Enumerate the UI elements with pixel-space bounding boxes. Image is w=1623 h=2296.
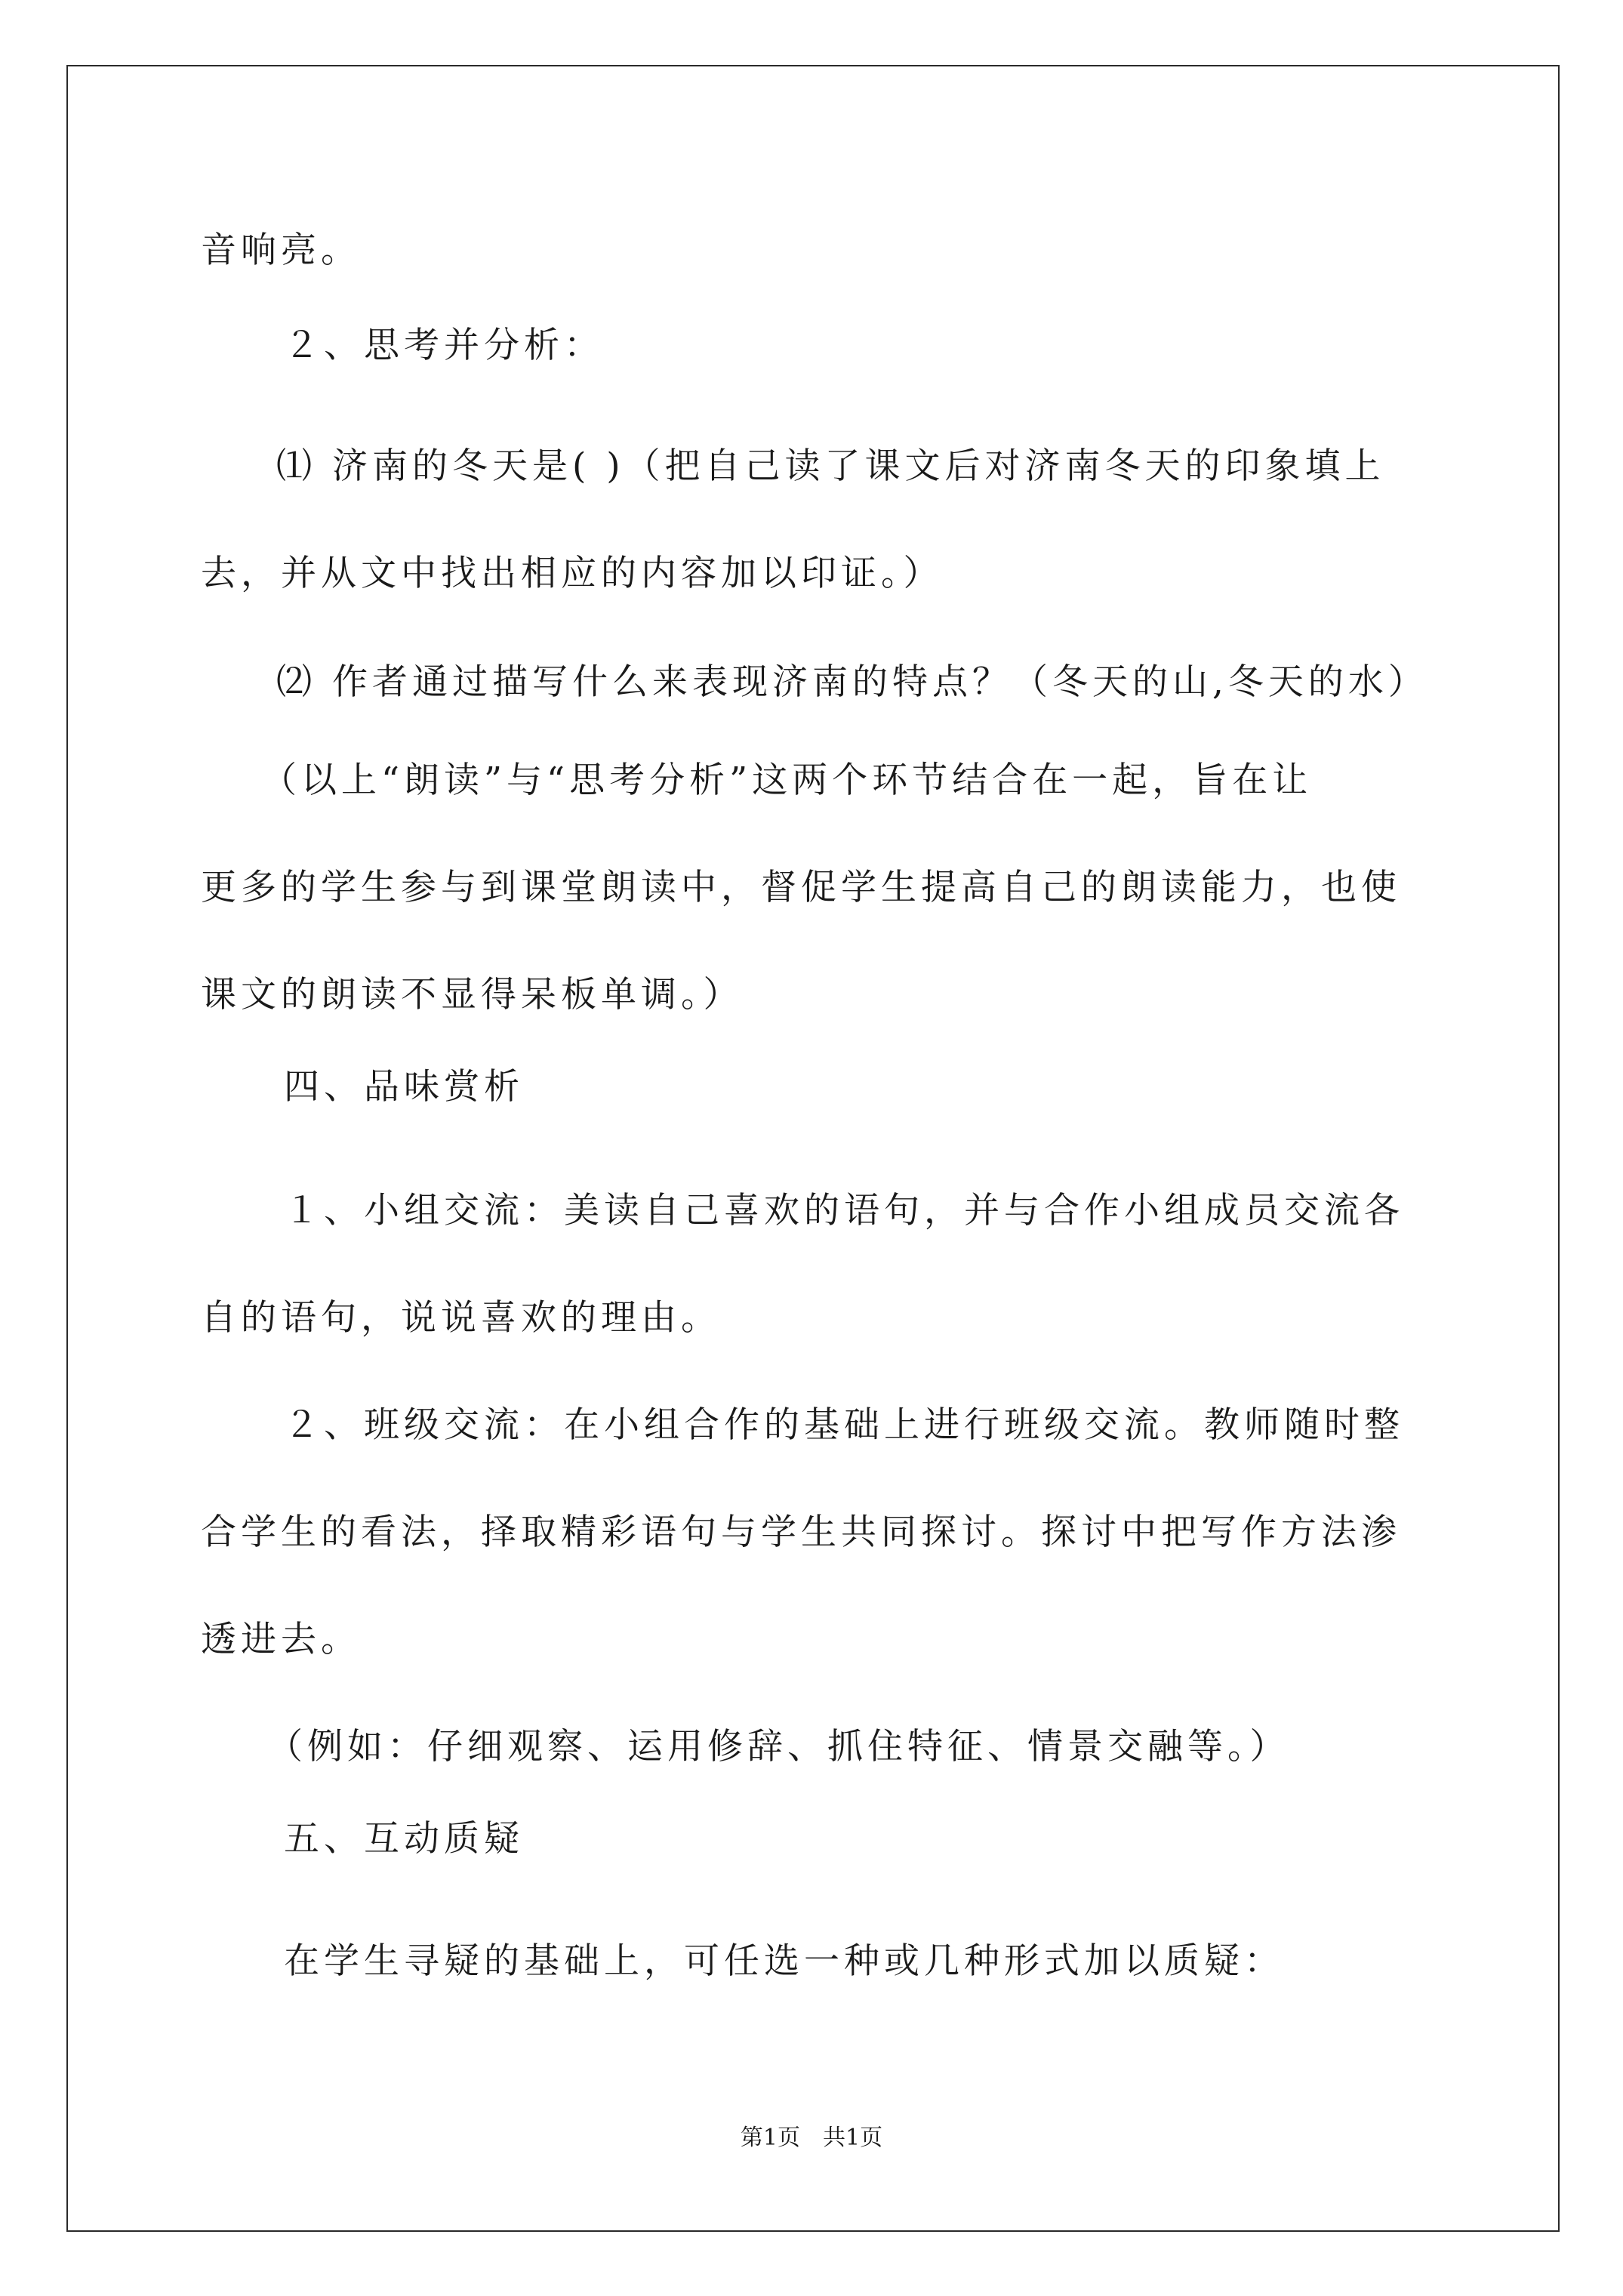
paragraph-line: 透进去。 [201, 1619, 361, 1660]
page-border [66, 65, 1560, 2232]
paragraph-line: １、小组交流：美读自己喜欢的语句，并与合作小组成员交流各 [284, 1190, 1404, 1231]
paragraph-line: 更多的学生参与到课堂朗读中，督促学生提高自己的朗读能力，也使 [201, 867, 1401, 908]
paragraph-line: 音响亮。 [201, 230, 361, 271]
paragraph-line: 合学生的看法，择取精彩语句与学生共同探讨。探讨中把写作方法渗 [201, 1512, 1401, 1553]
paragraph-line: ⑵ 作者通过描写什么来表现济南的特点？（冬天的山,冬天的水） [276, 661, 1428, 703]
paragraph-line: 去，并从文中找出相应的内容加以印证。） [201, 553, 944, 594]
paragraph-line: （例如：仔细观察、运用修辞、抓住特征、情景交融等。） [267, 1726, 1290, 1767]
paragraph-line: 自的语句，说说喜欢的理由。 [201, 1297, 721, 1339]
paragraph-line: ２、班级交流：在小组合作的基础上进行班级交流。教师随时整 [284, 1404, 1404, 1446]
paragraph-line: （以上“朗读”与“思考分析”这两个环节结合在一起，旨在让 [261, 760, 1313, 801]
paragraph-line: ⑴ 济南的冬天是( )（把自己读了课文后对济南冬天的印象填上 [276, 445, 1385, 487]
paragraph-line: 课文的朗读不显得呆板单调。） [201, 974, 744, 1015]
paragraph-line: ２、思考并分析： [284, 325, 604, 366]
section-heading: 四、品味赏析 [284, 1066, 524, 1108]
section-heading: 五、互动质疑 [284, 1818, 524, 1860]
paragraph-line: 在学生寻疑的基础上，可任选一种或几种形式加以质疑： [284, 1940, 1284, 1982]
page-footer: 第1页 共1页 [740, 2125, 883, 2151]
